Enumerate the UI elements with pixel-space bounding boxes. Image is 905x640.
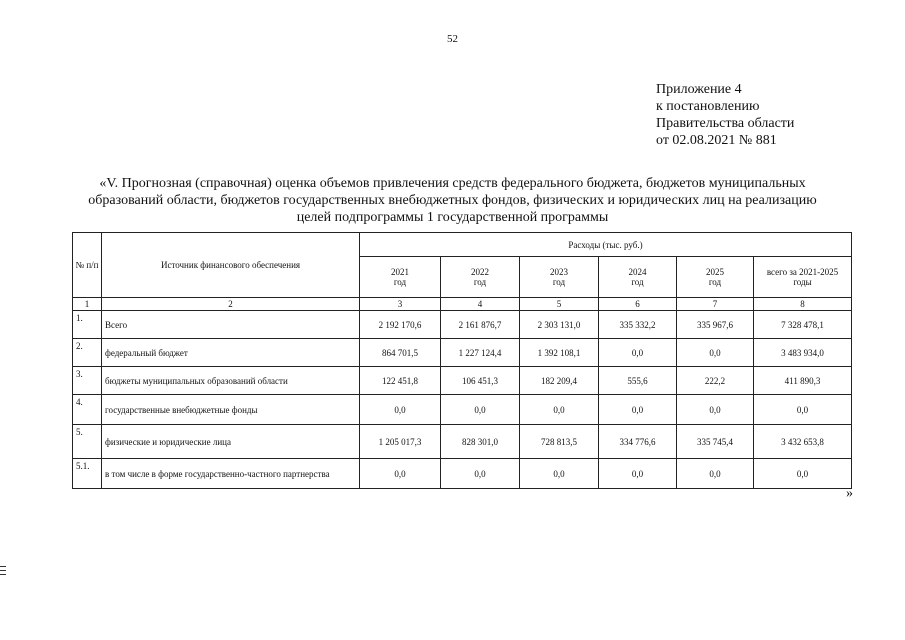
index-cell: 1: [73, 298, 102, 311]
index-cell: 7: [677, 298, 754, 311]
header-source: Источник финансового обеспечения: [102, 233, 360, 298]
header-year-2024: 2024 год: [599, 257, 677, 298]
value-cell: 0,0: [360, 395, 441, 425]
margin-mark: [0, 566, 6, 578]
index-cell: 2: [102, 298, 360, 311]
value-cell: 1 227 124,4: [441, 339, 520, 367]
section-heading: «V. Прогнозная (справочная) оценка объемов привлечения средств федерального бюджета, бюджетов муниципальных образований области, бюджетов государственных внебюджетных фондов, физических и юридических лиц на реализацию целей подпрограммы 1 государственной программы: [88, 176, 817, 225]
value-cell: 728 813,5: [520, 425, 599, 459]
value-cell: 335 967,6: [677, 311, 754, 339]
value-cell: 0,0: [677, 395, 754, 425]
value-cell: 864 701,5: [360, 339, 441, 367]
source-cell: в том числе в форме государственно-частного партнерства: [102, 459, 360, 489]
value-cell: 2 161 876,7: [441, 311, 520, 339]
value-cell: 334 776,6: [599, 425, 677, 459]
header-year-2021: 2021 год: [360, 257, 441, 298]
value-cell: 2 192 170,6: [360, 311, 441, 339]
source-cell: федеральный бюджет: [102, 339, 360, 367]
value-cell: 0,0: [677, 459, 754, 489]
source-cell: Всего: [102, 311, 360, 339]
value-cell: 555,6: [599, 367, 677, 395]
annex-line-3: Правительства области: [656, 116, 795, 131]
table-row: [73, 395, 852, 425]
row-number: 1.: [73, 311, 102, 339]
header-year-2025: 2025 год: [677, 257, 754, 298]
index-cell: 8: [754, 298, 852, 311]
value-cell: 3 432 653,8: [754, 425, 852, 459]
value-cell: 106 451,3: [441, 367, 520, 395]
value-cell: 0,0: [677, 339, 754, 367]
closing-quote: »: [846, 486, 853, 501]
source-cell: бюджеты муниципальных образований области: [102, 367, 360, 395]
value-cell: 0,0: [441, 395, 520, 425]
table-row: [73, 425, 852, 459]
value-cell: 182 209,4: [520, 367, 599, 395]
finance-table: [72, 232, 852, 489]
table-row: [73, 367, 852, 395]
value-cell: 122 451,8: [360, 367, 441, 395]
value-cell: 0,0: [754, 395, 852, 425]
table-row: [73, 311, 852, 339]
value-cell: 222,2: [677, 367, 754, 395]
index-cell: 6: [599, 298, 677, 311]
table-row: [73, 459, 852, 489]
annex-line-1: Приложение 4: [656, 82, 742, 97]
index-cell: 5: [520, 298, 599, 311]
row-number: 3.: [73, 367, 102, 395]
table-row: [73, 339, 852, 367]
header-total: всего за 2021-2025 годы: [754, 257, 852, 298]
source-cell: государственные внебюджетные фонды: [102, 395, 360, 425]
annex-line-4: от 02.08.2021 № 881: [656, 133, 777, 148]
value-cell: 0,0: [599, 459, 677, 489]
annex-line-2: к постановлению: [656, 99, 760, 114]
value-cell: 0,0: [441, 459, 520, 489]
source-cell: физические и юридические лица: [102, 425, 360, 459]
header-expenses: Расходы (тыс. руб.): [360, 233, 852, 257]
header-year-2022: 2022 год: [441, 257, 520, 298]
value-cell: 1 392 108,1: [520, 339, 599, 367]
value-cell: 0,0: [599, 339, 677, 367]
value-cell: 411 890,3: [754, 367, 852, 395]
header-no: № п/п: [73, 233, 102, 298]
header-year-2023: 2023 год: [520, 257, 599, 298]
row-number: 5.: [73, 425, 102, 459]
value-cell: 0,0: [360, 459, 441, 489]
page-number: 52: [447, 33, 458, 45]
row-number: 2.: [73, 339, 102, 367]
value-cell: 0,0: [520, 395, 599, 425]
value-cell: 2 303 131,0: [520, 311, 599, 339]
value-cell: 0,0: [599, 395, 677, 425]
row-number: 4.: [73, 395, 102, 425]
value-cell: 0,0: [520, 459, 599, 489]
index-cell: 4: [441, 298, 520, 311]
index-cell: 3: [360, 298, 441, 311]
value-cell: 335 745,4: [677, 425, 754, 459]
annex-block: [656, 81, 794, 149]
row-number: 5.1.: [73, 459, 102, 489]
value-cell: 0,0: [754, 459, 852, 489]
value-cell: 335 332,2: [599, 311, 677, 339]
value-cell: 1 205 017,3: [360, 425, 441, 459]
value-cell: 3 483 934,0: [754, 339, 852, 367]
value-cell: 828 301,0: [441, 425, 520, 459]
column-index-row: [73, 298, 852, 311]
value-cell: 7 328 478,1: [754, 311, 852, 339]
